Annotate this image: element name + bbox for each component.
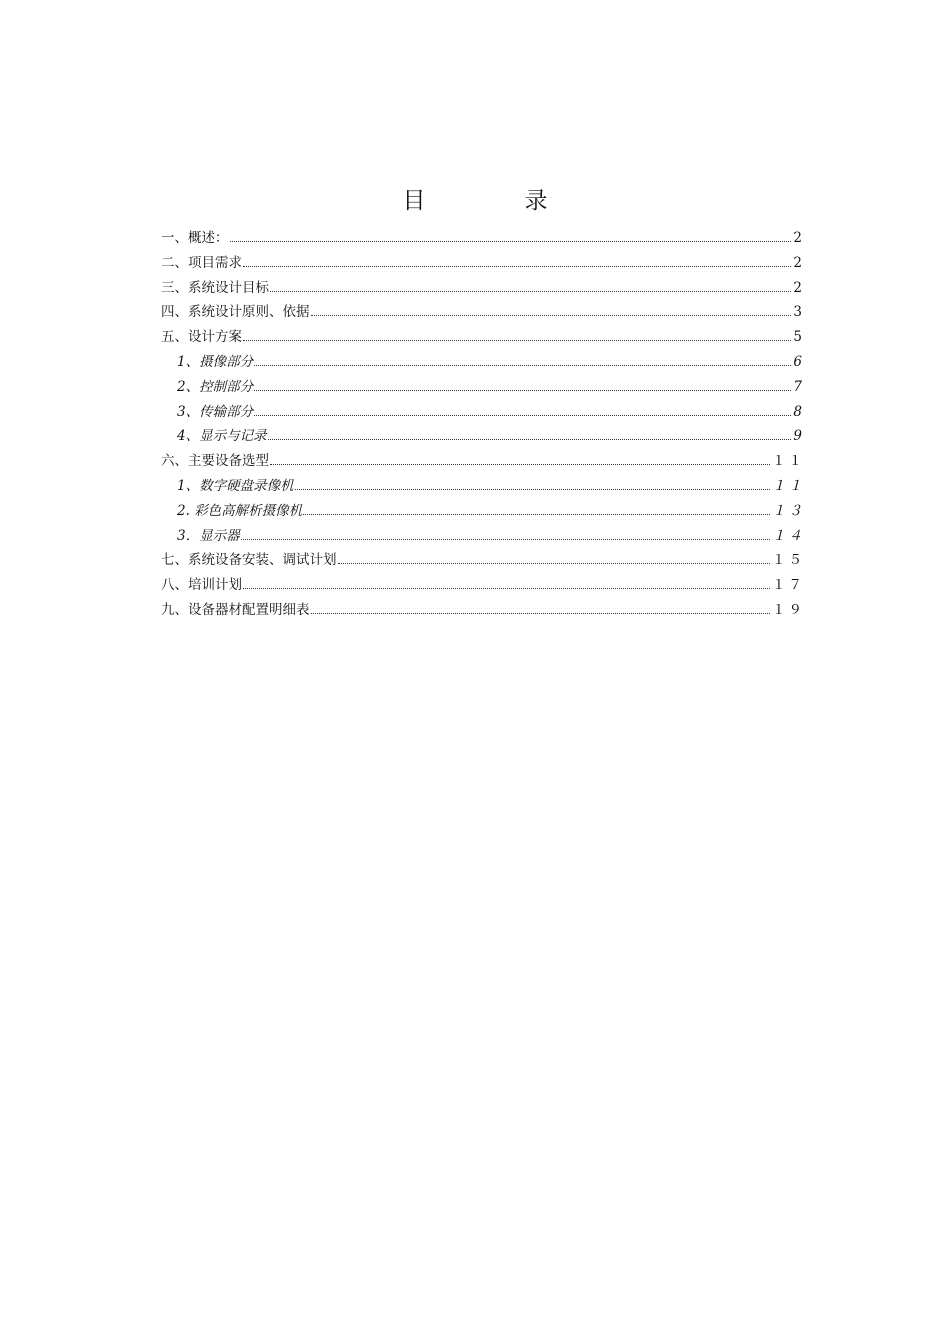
toc-list: [161, 226, 805, 623]
toc-leader-dots: [268, 439, 792, 440]
toc-page-number: 8: [793, 403, 805, 420]
toc-page-number: １１: [772, 477, 805, 494]
toc-leader-dots: [270, 464, 770, 465]
toc-entry-label: 4、显示与记录: [177, 428, 267, 445]
toc-leader-dots: [338, 563, 771, 564]
toc-leader-dots: [311, 315, 792, 316]
toc-entry-design-principles[interactable]: [161, 300, 805, 325]
toc-entry-display-recording[interactable]: [161, 424, 805, 449]
toc-leader-dots: [241, 539, 770, 540]
toc-entry-equipment-selection[interactable]: [161, 449, 805, 474]
toc-entry-transmission-section[interactable]: [161, 400, 805, 425]
toc-leader-dots: [243, 266, 791, 267]
toc-leader-dots: [254, 415, 791, 416]
toc-entry-installation-plan[interactable]: [161, 548, 805, 573]
toc-entry-overview[interactable]: [161, 226, 805, 251]
toc-entry-label: 1、摄像部分: [177, 353, 254, 370]
toc-title: 目 录: [402, 188, 586, 214]
toc-entry-label: 九、设备器材配置明细表: [161, 601, 310, 618]
toc-entry-label: 1、数字硬盘录像机: [177, 477, 294, 494]
toc-entry-design-plan[interactable]: [161, 325, 805, 350]
toc-entry-equipment-list[interactable]: [161, 598, 805, 623]
toc-entry-control-section[interactable]: [161, 375, 805, 400]
toc-entry-label: 3、传输部分: [177, 403, 254, 420]
toc-entry-label: 四、系统设计原则、依据: [161, 304, 310, 321]
toc-entry-training-plan[interactable]: [161, 573, 805, 598]
toc-entry-label: 五、设计方案: [161, 329, 242, 346]
toc-page-number: 3: [793, 304, 805, 321]
toc-leader-dots: [243, 340, 791, 341]
toc-entry-label: 六、主要设备选型: [161, 453, 269, 470]
toc-page-number: １９: [772, 601, 805, 618]
toc-page-number: 6: [793, 353, 805, 370]
toc-entry-label: 七、系统设备安装、调试计划: [161, 552, 337, 569]
toc-entry-camera-section[interactable]: [161, 350, 805, 375]
toc-page-number: 2: [793, 254, 805, 271]
toc-entry-label: 3．显示器: [177, 527, 240, 544]
toc-entry-label: 2、控制部分: [177, 378, 254, 395]
toc-entry-design-goals[interactable]: [161, 276, 805, 301]
toc-entry-color-camera[interactable]: [161, 499, 805, 524]
toc-leader-dots: [230, 241, 792, 242]
toc-entry-label: 八、培训计划: [161, 577, 242, 594]
toc-leader-dots: [243, 588, 770, 589]
toc-leader-dots: [295, 489, 770, 490]
toc-page-number: 2: [793, 230, 805, 246]
toc-leader-dots: [270, 291, 791, 292]
toc-leader-dots: [303, 514, 770, 515]
toc-page-number: 2: [793, 279, 805, 296]
toc-entry-label: 三、系统设计目标: [161, 279, 269, 296]
toc-entry-project-requirements[interactable]: [161, 251, 805, 276]
toc-page-number: １４: [772, 527, 805, 544]
toc-page-number: 7: [793, 378, 805, 395]
toc-page-number: 5: [793, 329, 805, 346]
toc-page-number: １３: [772, 502, 805, 519]
toc-leader-dots: [254, 390, 791, 391]
toc-entry-digital-recorder[interactable]: [161, 474, 805, 499]
toc-page-number: １７: [772, 577, 805, 594]
toc-entry-monitor[interactable]: [161, 524, 805, 549]
toc-entry-label: 2. 彩色高解析摄像机: [177, 502, 303, 519]
toc-leader-dots: [311, 613, 771, 614]
toc-page-number: １１: [772, 453, 805, 470]
toc-page-number: 9: [793, 428, 805, 445]
toc-page-number: １５: [772, 552, 805, 569]
toc-leader-dots: [254, 365, 791, 366]
toc-entry-label: 一、概述：: [161, 230, 229, 246]
toc-entry-label: 二、项目需求: [161, 254, 242, 271]
